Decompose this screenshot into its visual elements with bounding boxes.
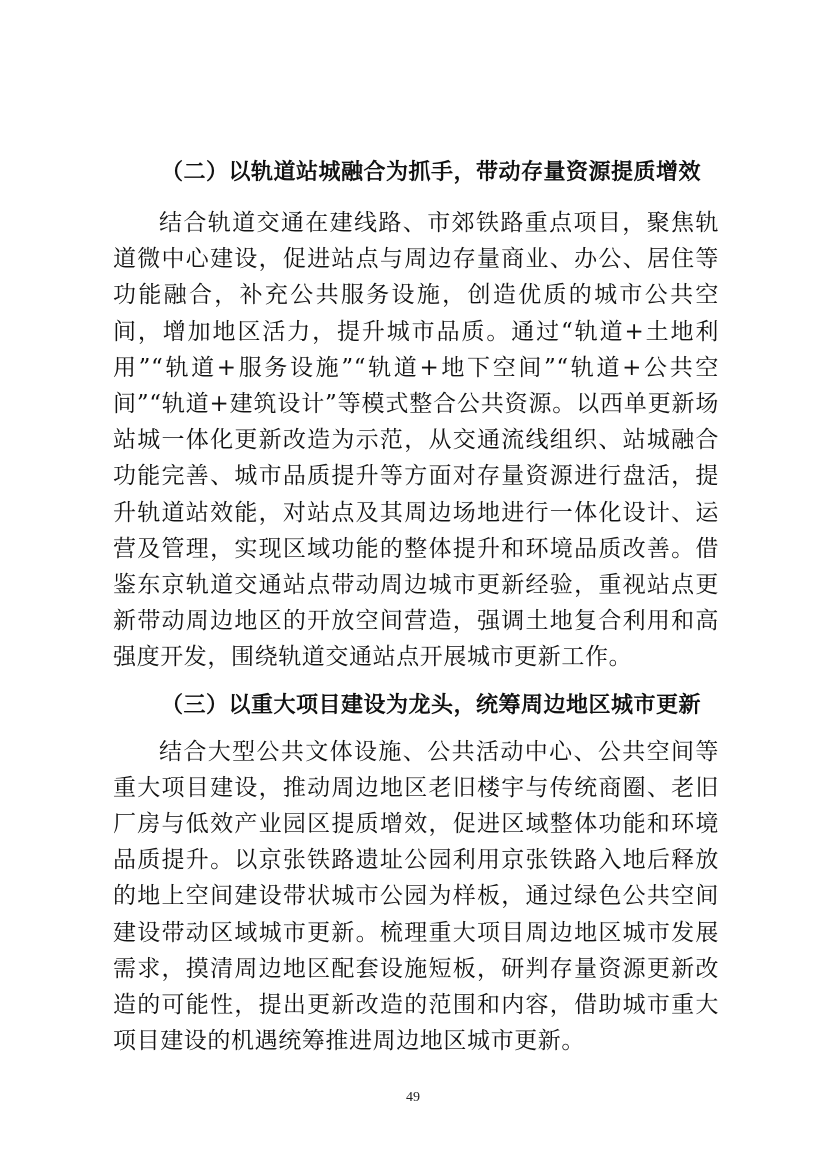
page-content <box>113 143 719 1059</box>
section-body-2: 结合轨道交通在建线路、市郊铁路重点项目，聚焦轨道微中心建设，促进站点与周边存量商业、办公、居住等功能融合，补充公共服务设施，创造优质的城市公共空间，增加地区活力，提升城市品质。通过“轨道+土地利用”“轨道+服务设施”“轨道+地下空间”“轨道+公共空间”“轨道+建筑设计”等模式整合公共资源。以西单更新场站城一体化更新改造为示范，从交通流线组织、站城融合功能完善、城市品质提升等方面对存量资源进行盘活，提升轨道站效能，对站点及其周边场地进行一体化设计、运营及管理，实现区域功能的整体提升和环境品质改善。借鉴东京轨道交通站点带动周边城市更新经验，重视站点更新带动周边地区的开放空间营造，强调土地复合利用和高强度开发，围绕轨道交通站点开展城市更新工作。 <box>113 210 719 671</box>
section-heading-3: （三）以重大项目建设为龙头，统筹周边地区城市更新 <box>161 692 702 718</box>
section-body-3: 结合大型公共文体设施、公共活动中心、公共空间等重大项目建设，推动周边地区老旧楼宇与传统商圈、老旧厂房与低效产业园区提质增效，促进区域整体功能和环境品质提升。以京张铁路遗址公园利用京张铁路入地后释放的地上空间建设带状城市公园为样板，通过绿色公共空间建设带动区域城市更新。梳理重大项目周边地区城市发展需求，摸清周边地区配套设施短板，研判存量资源更新改造的可能性，提出更新改造的范围和内容，借助城市重大项目建设的机遇统筹推进周边地区城市更新。 <box>113 738 719 1055</box>
page-number: 49 <box>406 1090 420 1105</box>
section-heading-2: （二）以轨道站城融合为抓手，带动存量资源提质增效 <box>161 160 702 185</box>
